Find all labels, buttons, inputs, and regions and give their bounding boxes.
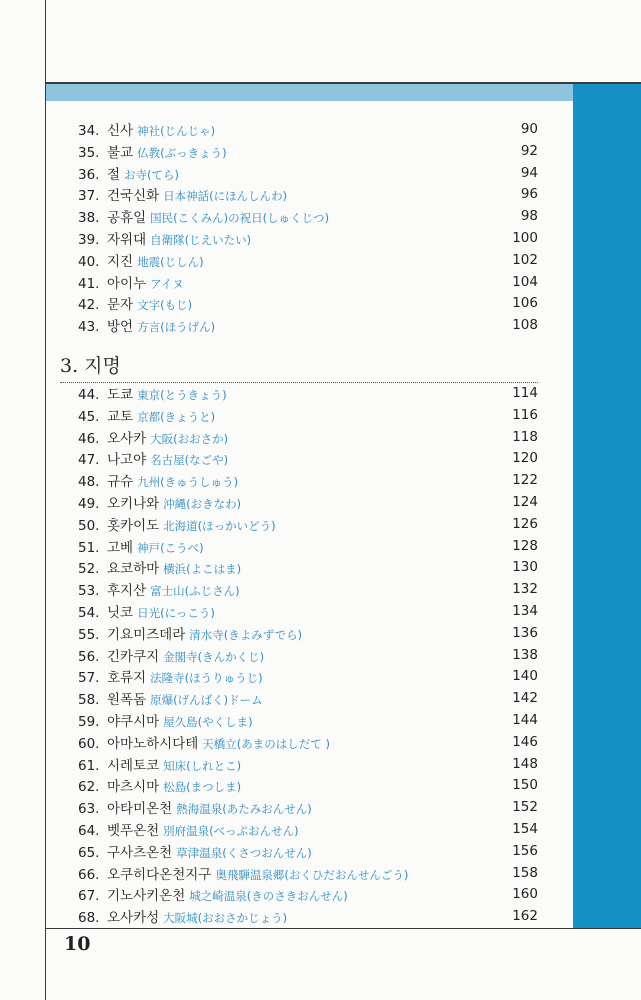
toc-entry[interactable] [78,272,538,294]
toc-entry[interactable] [78,448,538,470]
toc-entry-number: 34. [78,123,100,139]
toc-entry-japanese-title: 東京(とうきょう) [137,388,227,402]
toc-entry-number: 68. [78,910,100,927]
toc-entry-korean-title: 절 [107,166,121,183]
toc-entry-japanese-title: アイヌ [150,276,184,291]
toc-entry-number: 49. [78,495,100,512]
toc-entry-page-number: 94 [520,164,538,181]
toc-entry-page-number: 148 [512,755,538,772]
toc-entry-korean-title: 오사카성 [107,910,160,927]
toc-entry-japanese-title: 大阪(おおさか) [150,431,229,446]
toc-entry-japanese-title: 日光(にっこう) [137,605,215,620]
toc-entry-number: 36. [78,166,100,183]
toc-entry-japanese-title: 奥飛騨温泉郷(おくひだおんせんごう) [215,867,409,882]
toc-entry-korean-title: 야쿠시마 [107,713,160,730]
toc-entry-korean-title: 호류지 [107,670,147,687]
toc-entry-korean-title: 교토 [107,408,134,425]
toc-entry-number: 56. [78,648,100,665]
toc-entry-page-number: 150 [512,777,538,794]
toc-entry-korean-title: 요코하마 [107,561,160,578]
toc-entry-number: 44. [78,387,100,403]
toc-entry[interactable] [78,383,538,405]
toc-entry[interactable] [78,492,538,514]
toc-entry-page-number: 98 [520,208,538,225]
toc-entry[interactable] [78,315,538,337]
toc-entry-number: 42. [78,297,100,314]
toc-entry-number: 47. [78,452,100,469]
toc-entry-page-number: 132 [512,581,538,598]
toc-entry-number: 35. [78,144,100,161]
page-frame-left-rule [45,0,46,1000]
toc-entry-japanese-title: 神社(じんじゃ) [137,124,216,138]
toc-entry[interactable] [78,601,538,623]
toc-entry[interactable] [78,819,538,841]
toc-entry-page-number: 106 [512,295,538,312]
side-color-band [573,84,641,929]
toc-entry-page-number: 120 [512,450,538,467]
toc-entry[interactable] [78,732,538,754]
toc-list-section-2 [78,119,538,337]
toc-entry-page-number: 156 [512,842,538,859]
toc-entry-korean-title: 규슈 [107,474,134,491]
toc-entry[interactable] [78,797,538,819]
toc-entry-page-number: 152 [512,799,538,816]
toc-entry-number: 39. [78,231,100,248]
toc-entry-page-number: 130 [512,559,538,576]
toc-entry-number: 38. [78,210,100,227]
toc-entry-number: 65. [78,844,100,861]
toc-entry[interactable] [78,228,538,250]
toc-entry-number: 48. [78,474,100,491]
toc-entry-japanese-title: 松島(まつしま) [163,780,242,795]
toc-entry[interactable] [78,645,538,667]
toc-entry-page-number: 126 [512,515,538,532]
toc-entry[interactable] [78,141,538,163]
toc-entry[interactable] [78,557,538,579]
toc-entry-number: 54. [78,604,100,621]
toc-entry-page-number: 104 [512,273,538,290]
toc-entry-number: 41. [78,275,100,292]
toc-entry-japanese-title: 富士山(ふじさん) [150,584,240,599]
toc-entry-page-number: 136 [512,624,538,641]
toc-entry-korean-title: 긴카쿠지 [107,648,160,665]
toc-entry-number: 52. [78,561,100,578]
toc-entry-japanese-title: 横浜(よこはま) [163,562,242,577]
toc-entry-korean-title: 시레토코 [107,757,160,774]
toc-entry[interactable] [78,666,538,688]
toc-entry-number: 50. [78,517,100,534]
toc-entry-number: 62. [78,779,100,796]
toc-entry-japanese-title: 自衛隊(じえいたい) [150,232,252,247]
toc-entry-japanese-title: 金閣寺(きんかくじ) [163,649,265,664]
toc-entry-page-number: 90 [520,121,538,137]
toc-entry-korean-title: 공휴일 [107,210,147,227]
toc-entry-korean-title: 홋카이도 [107,517,160,534]
toc-entry-number: 51. [78,539,100,556]
toc-entry-number: 43. [78,319,100,336]
toc-entry-number: 57. [78,670,100,687]
toc-entry-page-number: 142 [512,690,538,707]
toc-entry[interactable] [78,841,538,863]
toc-entry-japanese-title: 九州(きゅうしゅう) [137,475,239,490]
toc-entry-page-number: 116 [512,406,538,423]
toc-entry-page-number: 134 [512,602,538,619]
toc-entry-number: 61. [78,757,100,774]
toc-entry-korean-title: 문자 [107,297,134,314]
section-heading-place-names: 3. 지명 [60,355,121,377]
toc-entry-page-number: 138 [512,646,538,663]
toc-entry-japanese-title: 法隆寺(ほうりゅうじ) [150,671,263,686]
toc-entry-japanese-title: 文字(もじ) [137,298,193,313]
toc-entry[interactable] [78,884,538,906]
toc-entry-korean-title: 오사카 [107,430,147,447]
toc-entry-japanese-title: 天橋立(あまのはしだて ) [202,736,330,751]
toc-entry[interactable] [78,906,538,928]
toc-entry-page-number: 140 [512,668,538,685]
toc-entry-number: 55. [78,626,100,643]
toc-entry-japanese-title: 別府温泉(べっぷおんせん) [163,823,299,838]
toc-entry-page-number: 160 [512,886,538,903]
toc-entry-page-number: 154 [512,820,538,837]
toc-entry-korean-title: 도쿄 [107,387,134,403]
toc-entry-japanese-title: 知床(しれとこ) [163,758,242,773]
toc-entry-number: 46. [78,430,100,447]
toc-entry-japanese-title: 沖縄(おきなわ) [163,496,242,511]
toc-entry-japanese-title: 日本神話(にほんしんわ) [163,189,288,204]
toc-entry-page-number: 92 [520,142,538,159]
toc-entry-page-number: 102 [512,251,538,268]
toc-entry-number: 59. [78,713,100,730]
toc-entry[interactable] [78,579,538,601]
toc-entry-korean-title: 벳푸온천 [107,822,160,839]
toc-entry-japanese-title: 城之崎温泉(きのさきおんせん) [189,889,348,904]
toc-entry-japanese-title: 神戸(こうべ) [137,540,204,555]
toc-entry-korean-title: 기노사키온천 [107,888,186,905]
toc-entry-korean-title: 신사 [107,123,134,139]
toc-entry-korean-title: 아타미온천 [107,801,173,818]
toc-entry[interactable] [78,688,538,710]
toc-entry-page-number: 128 [512,537,538,554]
toc-entry-japanese-title: 国民(こくみん)の祝日(しゅくじつ) [150,211,330,226]
toc-entry-number: 67. [78,888,100,905]
toc-entry-korean-title: 오쿠히다온천지구 [107,866,212,883]
toc-entry-japanese-title: 原爆(げんばく)ドーム [150,693,263,708]
toc-entry-page-number: 144 [512,711,538,728]
toc-entry[interactable] [78,710,538,732]
toc-entry-number: 64. [78,822,100,839]
toc-entry-number: 53. [78,583,100,600]
toc-entry-korean-title: 마츠시마 [107,779,160,796]
toc-entry[interactable] [78,775,538,797]
toc-entry[interactable] [78,470,538,492]
toc-entry[interactable] [78,184,538,206]
header-color-band [46,84,573,101]
toc-list-section-3 [78,383,538,928]
toc-entry-japanese-title: 地震(じしん) [137,254,204,269]
toc-entry-korean-title: 원폭돔 [107,692,147,709]
toc-entry-page-number: 124 [512,493,538,510]
toc-entry-japanese-title: 大阪城(おおさかじょう) [163,911,288,926]
toc-entry[interactable] [78,119,538,141]
toc-entry[interactable] [78,206,538,228]
page-frame-bottom-rule [45,928,641,929]
toc-entry[interactable] [78,405,538,427]
toc-entry-korean-title: 지진 [107,253,134,270]
toc-entry[interactable] [78,293,538,315]
toc-entry-korean-title: 나고야 [107,452,147,469]
toc-entry-korean-title: 오키나와 [107,495,160,512]
toc-entry[interactable] [78,863,538,885]
toc-entry[interactable] [78,623,538,645]
toc-entry-japanese-title: 名古屋(なごや) [150,453,229,468]
toc-entry-korean-title: 구사츠온천 [107,844,173,861]
toc-entry-page-number: 100 [512,229,538,246]
toc-entry-korean-title: 불교 [107,144,134,161]
toc-entry-page-number: 108 [512,317,538,334]
toc-entry-page-number: 96 [520,186,538,203]
toc-entry-japanese-title: 熱海温泉(あたみおんせん) [176,802,312,817]
toc-entry-number: 66. [78,866,100,883]
toc-entry-page-number: 114 [512,385,538,401]
page-number: 10 [64,933,91,955]
toc-entry-number: 45. [78,408,100,425]
toc-entry[interactable] [78,754,538,776]
toc-entry-japanese-title: 屋久島(やくしま) [163,714,253,729]
toc-entry-korean-title: 후지산 [107,583,147,600]
toc-entry-korean-title: 고베 [107,539,134,556]
toc-entry-page-number: 158 [512,864,538,881]
toc-entry[interactable] [78,163,538,185]
toc-entry-page-number: 118 [512,428,538,445]
toc-entry-japanese-title: 北海道(ほっかいどう) [163,518,276,533]
toc-entry-number: 58. [78,692,100,709]
toc-entry-korean-title: 아마노하시다테 [107,735,199,752]
toc-entry-number: 40. [78,253,100,270]
toc-entry-japanese-title: お寺(てら) [124,167,180,182]
toc-entry-number: 60. [78,735,100,752]
toc-entry[interactable] [78,536,538,558]
toc-entry-page-number: 146 [512,733,538,750]
toc-entry-korean-title: 아이누 [107,275,147,292]
toc-entry-japanese-title: 草津温泉(くさつおんせん) [176,845,312,860]
toc-entry-japanese-title: 方言(ほうげん) [137,320,216,335]
toc-entry-korean-title: 닛코 [107,604,134,621]
toc-entry-page-number: 122 [512,472,538,489]
toc-entry-japanese-title: 京都(きょうと) [137,409,216,424]
toc-entry-korean-title: 기요미즈데라 [107,626,186,643]
toc-entry-number: 37. [78,188,100,205]
toc-entry[interactable] [78,514,538,536]
toc-entry-japanese-title: 清水寺(きよみずでら) [189,627,303,642]
toc-entry[interactable] [78,427,538,449]
toc-entry-page-number: 162 [512,908,538,925]
toc-entry-number: 63. [78,801,100,818]
toc-entry-korean-title: 자위대 [107,231,147,248]
toc-entry[interactable] [78,250,538,272]
toc-entry-japanese-title: 仏教(ぶっきょう) [137,145,227,160]
toc-entry-korean-title: 방언 [107,319,134,336]
toc-entry-korean-title: 건국신화 [107,188,160,205]
